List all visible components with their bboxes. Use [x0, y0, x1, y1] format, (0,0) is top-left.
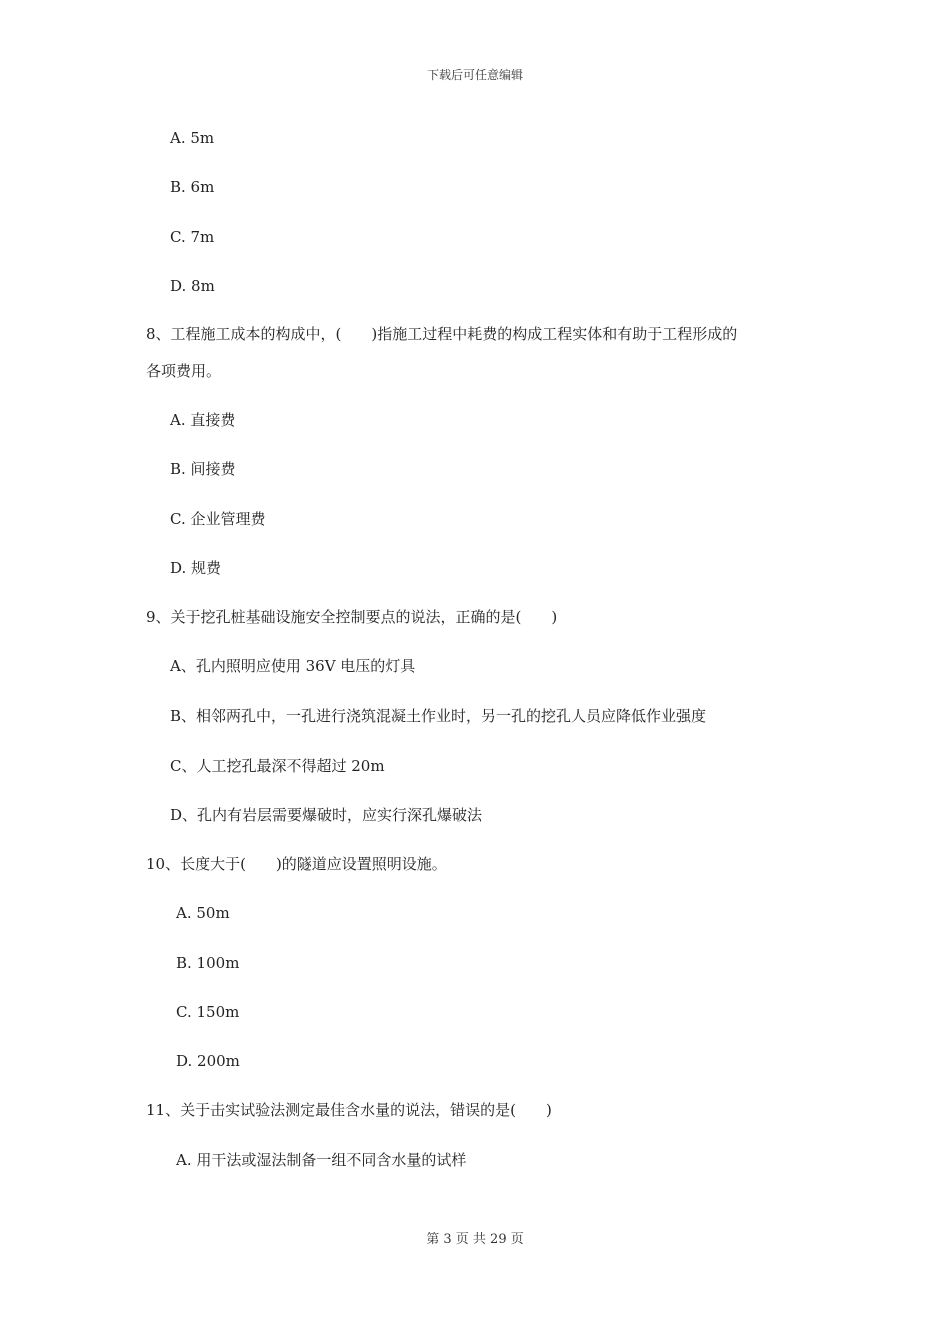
q7-option-c: C. 7m — [170, 228, 215, 246]
q7-option-a: A. 5m — [170, 129, 215, 147]
q10-option-b: B. 100m — [176, 954, 240, 972]
q9-stem: 9、关于挖孔桩基础设施安全控制要点的说法，正确的是( ) — [146, 608, 558, 626]
q8-option-a: A. 直接费 — [170, 411, 236, 429]
q8-option-c: C. 企业管理费 — [170, 510, 266, 528]
q10-option-a: A. 50m — [176, 904, 230, 922]
header-note: 下载后可任意编辑 — [426, 68, 523, 82]
page-footer: 第 3 页 共 29 页 — [426, 1232, 524, 1247]
q9-option-a: A、孔内照明应使用 36V 电压的灯具 — [170, 657, 416, 675]
q9-option-d: D、孔内有岩层需要爆破时，应实行深孔爆破法 — [170, 806, 483, 824]
q7-option-b: B. 6m — [170, 178, 215, 196]
q9-option-b: B、相邻两孔中，一孔进行浇筑混凝土作业时，另一孔的挖孔人员应降低作业强度 — [170, 707, 707, 725]
q11-stem: 11、关于击实试验法测定最佳含水量的说法，错误的是( ) — [146, 1101, 552, 1119]
q9-option-c: C、人工挖孔最深不得超过 20m — [170, 757, 385, 775]
q8-option-b: B. 间接费 — [170, 460, 236, 478]
q7-option-d: D. 8m — [170, 277, 215, 295]
q10-option-d: D. 200m — [176, 1052, 240, 1070]
q8-option-d: D. 规费 — [170, 559, 222, 577]
q10-option-c: C. 150m — [176, 1003, 240, 1021]
q8-stem-line2: 各项费用。 — [146, 362, 222, 380]
q8-stem-line1: 8、工程施工成本的构成中，( )指施工过程中耗费的构成工程实体和有助于工程形成的 — [146, 325, 738, 343]
q11-option-a: A. 用干法或湿法制备一组不同含水量的试样 — [176, 1151, 467, 1169]
q10-stem: 10、长度大于( )的隧道应设置照明设施。 — [146, 855, 447, 873]
